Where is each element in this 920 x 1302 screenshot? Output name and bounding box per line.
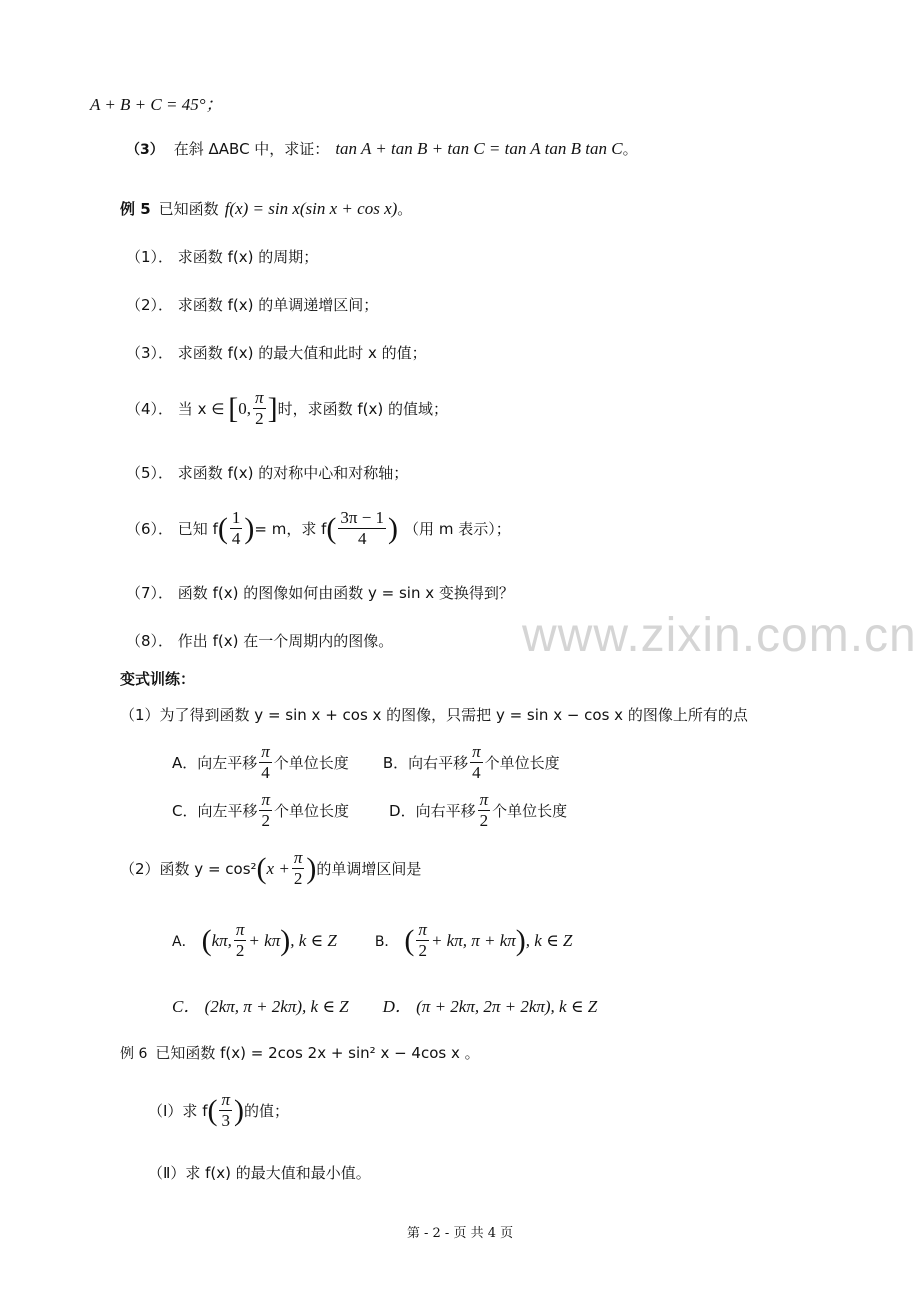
paren-left: (: [201, 923, 212, 957]
numerator: π: [221, 1090, 231, 1109]
numerator: π: [418, 920, 427, 939]
option-c: C． (2kπ, π + 2kπ), k ∈ Z: [172, 997, 349, 1016]
page-footer: 第 - 2 - 页 共 4 页: [406, 1226, 514, 1241]
option-a-label: A．: [172, 933, 196, 950]
denominator: 2: [235, 941, 245, 960]
paren-right: ): [388, 511, 399, 545]
paren-right: ): [280, 923, 291, 957]
v2-prefix: （2）函数 y = cos²: [120, 860, 257, 878]
denominator: 2: [479, 811, 489, 830]
question-5: （5）． 求函数 f(x) 的对称中心和对称轴；: [126, 464, 409, 482]
item-text: 在斜 ΔABC 中，求证：: [173, 140, 330, 158]
option-a-tail: 个单位长度: [273, 754, 349, 772]
option-b-tail: , k ∈ Z: [525, 930, 573, 950]
fraction: [253, 388, 266, 429]
denominator: 2: [261, 811, 270, 830]
v2-suffix: 的单调增区间是: [316, 860, 422, 878]
numerator: π: [261, 790, 271, 809]
example-math: f(x) = sin x(sin x + cos x): [224, 198, 398, 218]
numerator: π: [235, 920, 245, 939]
question-4: [126, 388, 448, 429]
fraction: [259, 742, 272, 783]
variant-question-2: [120, 848, 421, 889]
fraction: [234, 920, 247, 961]
fraction: [416, 920, 429, 961]
paren-left: (: [326, 511, 337, 545]
example-label: 例 6: [120, 1045, 148, 1062]
q4-interval-start: 0,: [238, 398, 252, 418]
option-b-label: B．: [374, 933, 399, 950]
variant-training-title: 变式训练：: [120, 670, 196, 688]
example-6-part-2: （Ⅱ）求 f(x) 的最大值和最小值。: [148, 1164, 371, 1182]
option-a-pre: kπ,: [211, 930, 232, 950]
numerator: π: [255, 388, 264, 407]
fraction: [470, 742, 483, 783]
q4-suffix: 时，求函数 f(x) 的值域；: [277, 400, 448, 418]
question-7: （7）． 函数 f(x) 的图像如何由函数 y = sin x 变换得到？: [126, 584, 514, 602]
denominator: 3: [221, 1111, 230, 1130]
denominator: 4: [472, 763, 481, 782]
fraction: [338, 508, 386, 549]
bracket-left: [: [228, 391, 239, 425]
fraction: [292, 848, 305, 889]
bracket-right: ]: [267, 391, 278, 425]
example-text: 已知函数 f(x) = 2cos 2x + sin² x − 4cos x 。: [155, 1044, 480, 1062]
fraction: [219, 1090, 232, 1131]
watermark: www.zixin.com.cn: [522, 609, 917, 662]
denominator: 4: [357, 529, 367, 548]
question-8: （8）． 作出 f(x) 在一个周期内的图像。: [126, 632, 394, 650]
option-c-tail: 个单位长度: [274, 802, 350, 820]
variant-2-options-row-2: [172, 992, 597, 1017]
question-6: [126, 508, 511, 549]
paren-left: (: [256, 851, 267, 885]
option-d-label: D．向右平移: [389, 802, 476, 820]
option-a-tail: , k ∈ Z: [290, 930, 337, 950]
paren-left: (: [217, 511, 228, 545]
variant-1-options-row-2: [172, 790, 567, 831]
example-5-heading: [120, 198, 412, 219]
denominator: 2: [293, 869, 303, 888]
proof-item-3: [126, 138, 638, 159]
option-c-label: C．向左平移: [172, 802, 258, 820]
option-b-tail: 个单位长度: [484, 754, 560, 772]
paren-right: ): [244, 511, 255, 545]
part-suffix: 的值；: [244, 1102, 290, 1120]
numerator: π: [293, 848, 303, 867]
item-end: 。: [622, 140, 638, 158]
paren-left: (: [404, 923, 415, 957]
paren-right: ): [515, 923, 526, 957]
numerator: 1: [231, 508, 241, 527]
equation-line: A + B + C = 45°；: [90, 95, 223, 114]
option-a-label: A．向左平移: [172, 754, 258, 772]
numerator: π: [472, 742, 481, 761]
example-6-part-1: [148, 1090, 289, 1131]
variant-question-1: （1）为了得到函数 y = sin x + cos x 的图像，只需把 y = sin x − cos x 的图像上所有的点: [120, 706, 748, 724]
denominator: 4: [231, 529, 241, 548]
fraction: [230, 508, 243, 549]
paren-right: ): [306, 851, 317, 885]
paren-left: (: [207, 1093, 218, 1127]
option-a-post: + kπ: [248, 930, 281, 950]
denominator: 2: [418, 941, 427, 960]
question-2: （2）． 求函数 f(x) 的单调递增区间；: [126, 296, 379, 314]
example-end: 。: [397, 200, 413, 218]
question-3: （3）． 求函数 f(x) 的最大值和此时 x 的值；: [126, 344, 427, 362]
option-d-tail: 个单位长度: [492, 802, 568, 820]
q6-middle: = m，求 f: [254, 520, 327, 538]
item-math: tan A + tan B + tan C = tan A tan B tan C: [335, 138, 623, 158]
denominator: 4: [261, 763, 270, 782]
variant-1-options-row-1: [172, 742, 560, 783]
q6-suffix: （用 m 表示）；: [404, 520, 511, 538]
v2-inner: x +: [266, 858, 290, 878]
option-d: D． (π + 2kπ, 2π + 2kπ), k ∈ Z: [382, 997, 598, 1016]
numerator: 3π − 1: [340, 508, 385, 527]
numerator: π: [479, 790, 489, 809]
option-b-label: B．向右平移: [382, 754, 469, 772]
paren-right: ): [234, 1093, 245, 1127]
example-6-heading: [120, 1042, 480, 1063]
fraction: [478, 790, 491, 831]
q4-prefix: （4）． 当 x ∈: [126, 400, 225, 418]
variant-2-options-row-1: [172, 920, 572, 961]
question-1: （1）． 求函数 f(x) 的周期；: [126, 248, 319, 266]
denominator: 2: [255, 409, 264, 428]
example-text: 已知函数: [158, 200, 219, 218]
option-b-post: + kπ, π + kπ: [430, 930, 516, 950]
q6-prefix: （6）． 已知 f: [126, 520, 218, 538]
item-label: （3）: [126, 141, 164, 158]
numerator: π: [261, 742, 270, 761]
example-label: 例 5: [120, 200, 151, 218]
part-prefix: （Ⅰ）求 f: [148, 1102, 208, 1120]
fraction: [259, 790, 272, 831]
